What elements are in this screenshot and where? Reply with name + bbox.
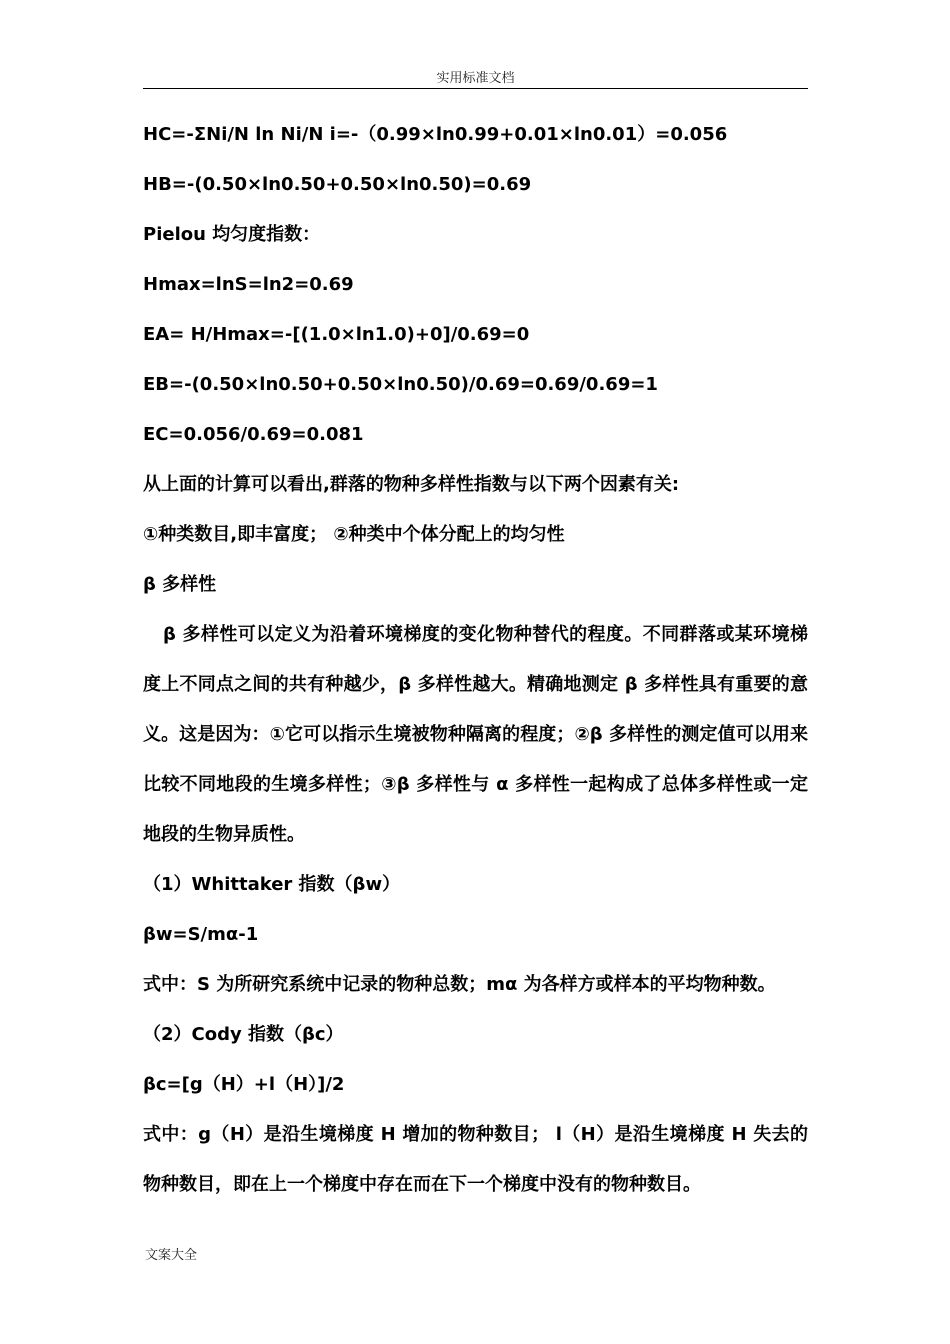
formula-hb: HB=-(0.50×ln0.50+0.50×ln0.50)=0.69 (143, 174, 532, 195)
cody-explanation-paragraph: 式中：g（H）是沿生境梯度 H 增加的物种数目； l（H）是沿生境梯度 H 失去的物种数目，即在上一个梯度中存在而在下一个梯度中没有的物种数目。 (143, 1124, 808, 1195)
page-footer-label: 文案大全 (145, 1248, 198, 1263)
conclusion-text: 从上面的计算可以看出,群落的物种多样性指数与以下两个因素有关: (143, 474, 680, 495)
formula-ea: EA= H/Hmax=-[(1.0×ln1.0)+0]/0.69=0 (143, 324, 530, 345)
formula-ec: EC=0.056/0.69=0.081 (143, 424, 364, 445)
section-beta-heading: β 多样性 (143, 574, 217, 595)
section-whittaker-heading: （1）Whittaker 指数（βw） (143, 874, 401, 895)
beta-diversity-paragraph: β 多样性可以定义为沿着环境梯度的变化物种替代的程度。不同群落或某环境梯度上不同点之间的共有种越少，β 多样性越大。精确地测定 β 多样性具有重要的意义。这是因为：①它可以指示生境被物种隔离的程度；②β 多样性的测定值可以用来比较不同地段的生境多样性；③β 多样性与 α 多样性一起构成了总体多样性或一定地段的生物异质性。 (143, 624, 808, 845)
formula-hmax: Hmax=lnS=ln2=0.69 (143, 274, 354, 295)
section-cody-heading: （2）Cody 指数（βc） (143, 1024, 344, 1045)
document-body (143, 110, 808, 1210)
formula-eb: EB=-(0.50×ln0.50+0.50×ln0.50)/0.69=0.69/0.69=1 (143, 374, 658, 395)
formula-hc: HC=-ΣNi/N ln Ni/N i=-（0.99×ln0.99+0.01×ln0.01）=0.056 (143, 124, 728, 145)
page-header-title: 实用标准文档 (436, 71, 515, 86)
formula-beta-w: βw=S/mα-1 (143, 924, 259, 945)
section-pielou-heading: Pielou 均匀度指数： (143, 224, 321, 245)
formula-beta-c: βc=[g（H）+l（H）]/2 (143, 1074, 345, 1095)
factors-list: ①种类数目,即丰富度； ②种类中个体分配上的均匀性 (143, 524, 565, 545)
whittaker-explanation: 式中：S 为所研究系统中记录的物种总数；mα 为各样方或样本的平均物种数。 (143, 974, 776, 995)
header-divider (143, 88, 808, 89)
